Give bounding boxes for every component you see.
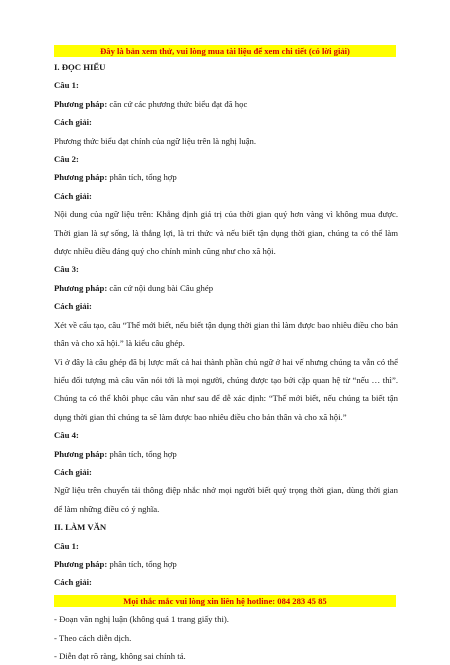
method-text: căn cứ nội dung bài Câu ghép [109,282,214,293]
method-label: Phương pháp: [54,448,108,459]
method-label: Phương pháp: [54,172,108,183]
solution-label: Cách giải: [54,117,92,128]
answer-text: Nội dung của ngữ liệu trên: Khẳng định giá trị của thời gian quý hơn vàng vì không mua được. Thời gian là sự sống, là thắng lợi, là tri thức và nếu biết tận dụng thời gian, chúng ta có thể làm được nhiều điều đáng quý cho chính mình cũng như cho xã hội. [54,209,398,257]
method-line [54,279,398,297]
answer-text: Ngữ liệu trên chuyển tải thông điệp nhắc nhở mọi người biết quý trọng thời gian, dùng thời gian để làm những điều có ý nghĩa. [54,485,398,514]
section-heading-reading: I. ĐỌC HIỂU [54,62,106,72]
solution-label: Cách giải: [54,301,92,312]
requirement-item: - Diễn đạt rõ ràng, không sai chính tả. [54,651,186,661]
method-text: phân tích, tổng hợp [109,448,177,459]
document-body [54,58,398,665]
preview-notice-banner: Đây là bản xem thử, vui lòng mua tài liệu để xem chi tiết (có lời giải) [54,45,396,57]
question-title: Câu 1: [54,540,79,551]
requirement-item: - Theo cách diễn dịch. [54,632,132,643]
method-text: phân tích, tổng hợp [109,558,177,569]
method-label: Phương pháp: [54,98,108,109]
answer-text: Phương thức biểu đạt chính của ngữ liệu trên là nghị luận. [54,135,257,146]
question-title: Câu 4: [54,430,79,441]
hotline-banner: Mọi thắc mắc vui lòng xin liên hệ hotline: 084 283 45 85 [54,595,396,607]
answer-text: Xét về cấu tạo, câu “Thế mới biết, nếu biết tận dụng thời gian thì làm được bao nhiêu điều cho bản thân và cho xã hội.” là kiểu câu ghép. [54,319,398,349]
method-text: căn cứ các phương thức biểu đạt đã học [109,98,248,109]
method-label: Phương pháp: [54,558,108,569]
method-line [54,445,398,463]
method-line [54,95,398,113]
solution-label: Cách giải: [54,190,92,201]
requirement-item: - Đoạn văn nghị luận (không quá 1 trang giấy thi). [54,614,229,625]
solution-label: Cách giải: [54,577,92,588]
question-title: Câu 3: [54,264,79,275]
answer-text: Vì ở đây là câu ghép đã bị lược mất cả hai thành phần chủ ngữ ở hai vế nhưng chúng ta vẫn có thể hiểu đối tượng mà câu văn nói tới là mọi người, chúng được tạo bởi cặp quan hệ từ “nếu … thì”. Chúng ta có thể khôi phục câu văn như sau để dễ xác định: “Thế mới biết, nếu chúng ta biết tận dụng thời gian thì chúng ta sẽ làm được bao nhiêu điều cho bản thân và cho xã hội.” [54,356,398,422]
solution-label: Cách giải: [54,466,92,477]
method-line [54,555,398,573]
method-text: phân tích, tổng hợp [109,172,177,183]
method-label: Phương pháp: [54,282,108,293]
method-line [54,168,398,186]
question-title: Câu 2: [54,154,79,165]
question-title: Câu 1: [54,80,79,91]
section-heading-writing: II. LÀM VĂN [54,522,107,533]
